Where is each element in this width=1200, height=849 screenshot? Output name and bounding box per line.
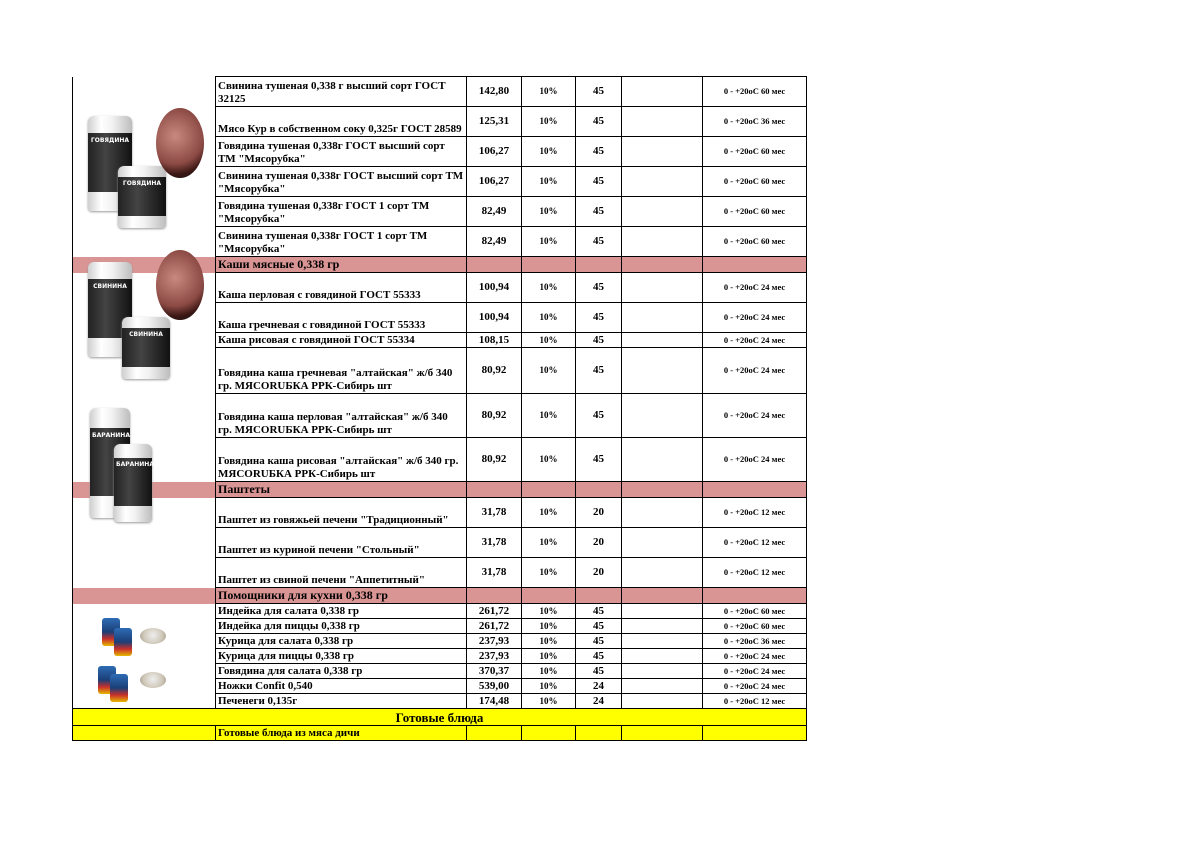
qty-cell: 45 — [576, 649, 622, 664]
blank-cell — [622, 167, 703, 197]
blank-cell — [622, 726, 703, 741]
product-name: Говядина каша гречневая "алтайская" ж/б 340 гр. МЯСОRUБКА РРК-Сибирь шт — [216, 348, 467, 394]
qty-cell — [576, 588, 622, 604]
vat-cell: 10% — [522, 438, 576, 482]
vat-cell: 10% — [522, 634, 576, 649]
blank-cell — [622, 273, 703, 303]
blank-cell — [622, 227, 703, 257]
category-banner-title: Готовые блюда — [73, 709, 807, 726]
price-cell — [467, 257, 522, 273]
product-image-kitchen-helpers — [98, 616, 178, 706]
storage-cell: 0 - +20оС 24 мес — [703, 273, 807, 303]
qty-cell: 45 — [576, 107, 622, 137]
product-name: Каша гречневая с говядиной ГОСТ 55333 — [216, 303, 467, 333]
product-row — [73, 694, 807, 709]
qty-cell: 45 — [576, 227, 622, 257]
storage-cell: 0 - +20оС 24 мес — [703, 679, 807, 694]
product-name: Печенеги 0,135г — [216, 694, 467, 709]
qty-cell: 45 — [576, 137, 622, 167]
price-cell: 261,72 — [467, 604, 522, 619]
price-cell: 31,78 — [467, 528, 522, 558]
blank-cell — [703, 726, 807, 741]
product-row — [73, 558, 807, 588]
price-cell: 237,93 — [467, 649, 522, 664]
price-cell: 80,92 — [467, 348, 522, 394]
storage-cell: 0 - +20оС 24 мес — [703, 664, 807, 679]
price-cell: 142,80 — [467, 77, 522, 107]
storage-cell: 0 - +20оС 36 мес — [703, 634, 807, 649]
storage-cell: 0 - +20оС 60 мес — [703, 167, 807, 197]
vat-cell: 10% — [522, 619, 576, 634]
qty-cell — [576, 257, 622, 273]
storage-cell: 0 - +20оС 12 мес — [703, 558, 807, 588]
storage-cell — [703, 257, 807, 273]
image-cell — [73, 528, 216, 558]
price-cell: 106,27 — [467, 137, 522, 167]
qty-cell: 45 — [576, 438, 622, 482]
blank-cell — [622, 482, 703, 498]
product-name: Говядина каша перловая "алтайская" ж/б 340 гр. МЯСОRUБКА РРК-Сибирь шт — [216, 394, 467, 438]
product-name: Говядина тушеная 0,338г ГОСТ высший сорт ТМ "Мясорубка" — [216, 137, 467, 167]
vat-cell: 10% — [522, 197, 576, 227]
vat-cell: 10% — [522, 273, 576, 303]
product-name: Паштет из куриной печени "Стольный" — [216, 528, 467, 558]
vat-cell: 10% — [522, 167, 576, 197]
product-image-beef-can: ГОВЯДИНА ГОВЯДИНА — [88, 116, 178, 256]
qty-cell — [576, 482, 622, 498]
qty-cell: 45 — [576, 664, 622, 679]
product-image-pork-can: СВИНИНА СВИНИНА — [88, 262, 178, 392]
product-row — [73, 333, 807, 348]
blank-cell — [622, 694, 703, 709]
blank-cell — [622, 348, 703, 394]
product-row — [73, 197, 807, 227]
product-row — [73, 394, 807, 438]
product-name: Свинина тушеная 0,338г ГОСТ высший сорт ТМ "Мясорубка" — [216, 167, 467, 197]
price-cell: 82,49 — [467, 227, 522, 257]
blank-cell — [622, 588, 703, 604]
blank-cell — [622, 498, 703, 528]
vat-cell: 10% — [522, 137, 576, 167]
blank-cell — [522, 726, 576, 741]
price-cell: 100,94 — [467, 303, 522, 333]
vat-cell — [522, 482, 576, 498]
product-row — [73, 679, 807, 694]
storage-cell — [703, 588, 807, 604]
section-header-row — [73, 482, 807, 498]
blank-cell — [622, 394, 703, 438]
qty-cell: 24 — [576, 694, 622, 709]
vat-cell: 10% — [522, 107, 576, 137]
price-cell: 237,93 — [467, 634, 522, 649]
vat-cell: 10% — [522, 394, 576, 438]
price-cell — [467, 482, 522, 498]
image-cell — [73, 77, 216, 107]
product-name: Говядина для салата 0,338 гр — [216, 664, 467, 679]
storage-cell: 0 - +20оС 24 мес — [703, 348, 807, 394]
blank-cell — [622, 619, 703, 634]
storage-cell: 0 - +20оС 60 мес — [703, 197, 807, 227]
blank-cell — [622, 604, 703, 619]
qty-cell: 45 — [576, 167, 622, 197]
image-cell — [73, 558, 216, 588]
product-name: Курица для пиццы 0,338 гр — [216, 649, 467, 664]
qty-cell: 20 — [576, 558, 622, 588]
storage-cell: 0 - +20оС 24 мес — [703, 438, 807, 482]
price-cell: 370,37 — [467, 664, 522, 679]
vat-cell — [522, 588, 576, 604]
blank-cell — [622, 558, 703, 588]
product-name: Паштет из свиной печени "Аппетитный" — [216, 558, 467, 588]
price-cell — [467, 588, 522, 604]
qty-cell: 45 — [576, 77, 622, 107]
storage-cell: 0 - +20оС 60 мес — [703, 137, 807, 167]
qty-cell: 45 — [576, 273, 622, 303]
blank-cell — [622, 664, 703, 679]
vat-cell: 10% — [522, 348, 576, 394]
vat-cell — [522, 257, 576, 273]
product-image-lamb-can: БАРАНИНА БАРАНИНА — [88, 408, 178, 528]
blank-cell — [622, 634, 703, 649]
product-name: Говядина каша рисовая "алтайская" ж/б 340 гр. МЯСОRUБКА РРК-Сибирь шт — [216, 438, 467, 482]
product-name: Индейка для салата 0,338 гр — [216, 604, 467, 619]
storage-cell — [703, 482, 807, 498]
blank-cell — [622, 303, 703, 333]
price-cell: 82,49 — [467, 197, 522, 227]
vat-cell: 10% — [522, 649, 576, 664]
price-cell: 100,94 — [467, 273, 522, 303]
image-cell — [73, 588, 216, 604]
product-row — [73, 438, 807, 482]
blank-cell — [576, 726, 622, 741]
blank-cell — [622, 77, 703, 107]
price-cell: 80,92 — [467, 394, 522, 438]
blank-cell — [622, 679, 703, 694]
blank-cell — [622, 107, 703, 137]
price-cell: 539,00 — [467, 679, 522, 694]
qty-cell: 45 — [576, 303, 622, 333]
vat-cell: 10% — [522, 227, 576, 257]
storage-cell: 0 - +20оС 60 мес — [703, 619, 807, 634]
subcategory-title: Готовые блюда из мяса дичи — [216, 726, 467, 741]
price-cell: 108,15 — [467, 333, 522, 348]
product-row — [73, 528, 807, 558]
price-cell: 261,72 — [467, 619, 522, 634]
blank-cell — [622, 257, 703, 273]
qty-cell: 20 — [576, 528, 622, 558]
qty-cell: 45 — [576, 634, 622, 649]
vat-cell: 10% — [522, 558, 576, 588]
blank-cell — [467, 726, 522, 741]
qty-cell: 45 — [576, 348, 622, 394]
qty-cell: 24 — [576, 679, 622, 694]
storage-cell: 0 - +20оС 60 мес — [703, 604, 807, 619]
blank-cell — [622, 137, 703, 167]
section-header-row — [73, 588, 807, 604]
product-row — [73, 664, 807, 679]
blank-cell — [622, 528, 703, 558]
vat-cell: 10% — [522, 333, 576, 348]
storage-cell: 0 - +20оС 24 мес — [703, 394, 807, 438]
blank-cell — [73, 726, 216, 741]
storage-cell: 0 - +20оС 60 мес — [703, 77, 807, 107]
price-cell: 174,48 — [467, 694, 522, 709]
product-name: Свинина тушеная 0,338 г высший сорт ГОСТ 32125 — [216, 77, 467, 107]
storage-cell: 0 - +20оС 24 мес — [703, 303, 807, 333]
price-cell: 31,78 — [467, 498, 522, 528]
section-title: Паштеты — [216, 482, 467, 498]
product-row — [73, 348, 807, 394]
qty-cell: 20 — [576, 498, 622, 528]
product-name: Ножки Confit 0,540 — [216, 679, 467, 694]
price-cell: 31,78 — [467, 558, 522, 588]
storage-cell: 0 - +20оС 12 мес — [703, 694, 807, 709]
product-name: Курица для салата 0,338 гр — [216, 634, 467, 649]
qty-cell: 45 — [576, 619, 622, 634]
product-row — [73, 77, 807, 107]
storage-cell: 0 - +20оС 24 мес — [703, 333, 807, 348]
vat-cell: 10% — [522, 604, 576, 619]
product-name: Каша перловая с говядиной ГОСТ 55333 — [216, 273, 467, 303]
product-row — [73, 604, 807, 619]
subcategory-row — [73, 726, 807, 741]
product-name: Мясо Кур в собственном соку 0,325г ГОСТ 28589 — [216, 107, 467, 137]
product-row — [73, 619, 807, 634]
product-image-meat-bowl — [156, 108, 204, 178]
storage-cell: 0 - +20оС 12 мес — [703, 498, 807, 528]
vat-cell: 10% — [522, 528, 576, 558]
vat-cell: 10% — [522, 679, 576, 694]
blank-cell — [622, 438, 703, 482]
product-name: Говядина тушеная 0,338г ГОСТ 1 сорт ТМ "Мясорубка" — [216, 197, 467, 227]
product-image-meat-bowl-2 — [156, 250, 204, 320]
section-title: Каши мясные 0,338 гр — [216, 257, 467, 273]
blank-cell — [622, 197, 703, 227]
vat-cell: 10% — [522, 303, 576, 333]
storage-cell: 0 - +20оС 36 мес — [703, 107, 807, 137]
price-cell: 106,27 — [467, 167, 522, 197]
product-name: Каша рисовая с говядиной ГОСТ 55334 — [216, 333, 467, 348]
category-banner-row — [73, 709, 807, 726]
vat-cell: 10% — [522, 664, 576, 679]
product-name: Индейка для пиццы 0,338 гр — [216, 619, 467, 634]
storage-cell: 0 - +20оС 24 мес — [703, 649, 807, 664]
product-row — [73, 498, 807, 528]
product-name: Паштет из говяжьей печени "Традиционный" — [216, 498, 467, 528]
product-row — [73, 649, 807, 664]
product-name: Свинина тушеная 0,338г ГОСТ 1 сорт ТМ "Мясорубка" — [216, 227, 467, 257]
qty-cell: 45 — [576, 333, 622, 348]
price-list-sheet — [72, 76, 806, 741]
qty-cell: 45 — [576, 394, 622, 438]
blank-cell — [622, 333, 703, 348]
section-title: Помощники для кухни 0,338 гр — [216, 588, 467, 604]
vat-cell: 10% — [522, 498, 576, 528]
vat-cell: 10% — [522, 694, 576, 709]
qty-cell: 45 — [576, 197, 622, 227]
vat-cell: 10% — [522, 77, 576, 107]
price-cell: 80,92 — [467, 438, 522, 482]
qty-cell: 45 — [576, 604, 622, 619]
storage-cell: 0 - +20оС 60 мес — [703, 227, 807, 257]
price-cell: 125,31 — [467, 107, 522, 137]
product-row — [73, 634, 807, 649]
blank-cell — [622, 649, 703, 664]
storage-cell: 0 - +20оС 12 мес — [703, 528, 807, 558]
